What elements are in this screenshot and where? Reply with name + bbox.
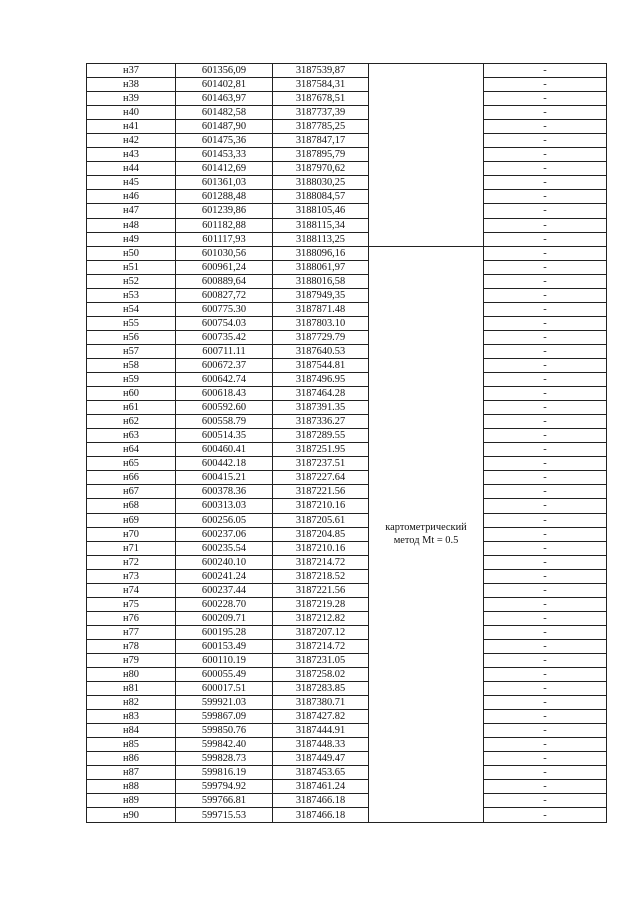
description-cell: - bbox=[484, 190, 607, 204]
description-cell: - bbox=[484, 260, 607, 274]
description-cell: - bbox=[484, 808, 607, 822]
table-row bbox=[87, 302, 607, 316]
x-coordinate-cell: 600735.42 bbox=[176, 330, 273, 344]
description-cell: - bbox=[484, 106, 607, 120]
y-coordinate-cell: 3187949,35 bbox=[273, 288, 369, 302]
y-coordinate-cell: 3187970,62 bbox=[273, 162, 369, 176]
x-coordinate-cell: 601239,86 bbox=[176, 204, 273, 218]
table-row bbox=[87, 120, 607, 134]
table-row bbox=[87, 443, 607, 457]
description-cell: - bbox=[484, 162, 607, 176]
description-cell: - bbox=[484, 358, 607, 372]
x-coordinate-cell: 600415.21 bbox=[176, 471, 273, 485]
y-coordinate-cell: 3187237.51 bbox=[273, 457, 369, 471]
point-name-cell: н86 bbox=[87, 752, 176, 766]
description-cell: - bbox=[484, 541, 607, 555]
y-coordinate-cell: 3187214.72 bbox=[273, 639, 369, 653]
point-name-cell: н44 bbox=[87, 162, 176, 176]
y-coordinate-cell: 3187803.10 bbox=[273, 316, 369, 330]
y-coordinate-cell: 3188096,16 bbox=[273, 246, 369, 260]
table-row bbox=[87, 499, 607, 513]
x-coordinate-cell: 600237.44 bbox=[176, 583, 273, 597]
description-cell: - bbox=[484, 204, 607, 218]
table-row bbox=[87, 330, 607, 344]
point-name-cell: н88 bbox=[87, 780, 176, 794]
description-cell: - bbox=[484, 330, 607, 344]
table-row bbox=[87, 611, 607, 625]
x-coordinate-cell: 601356,09 bbox=[176, 64, 273, 78]
table-row bbox=[87, 106, 607, 120]
y-coordinate-cell: 3187448.33 bbox=[273, 738, 369, 752]
y-coordinate-cell: 3187544.81 bbox=[273, 358, 369, 372]
x-coordinate-cell: 600642.74 bbox=[176, 373, 273, 387]
x-coordinate-cell: 601463,97 bbox=[176, 92, 273, 106]
y-coordinate-cell: 3187205.61 bbox=[273, 513, 369, 527]
point-name-cell: н47 bbox=[87, 204, 176, 218]
description-cell: - bbox=[484, 274, 607, 288]
table-row bbox=[87, 485, 607, 499]
point-name-cell: н50 bbox=[87, 246, 176, 260]
description-cell: - bbox=[484, 401, 607, 415]
x-coordinate-cell: 601361,03 bbox=[176, 176, 273, 190]
y-coordinate-cell: 3187212.82 bbox=[273, 611, 369, 625]
description-cell: - bbox=[484, 766, 607, 780]
point-name-cell: н61 bbox=[87, 401, 176, 415]
table-row bbox=[87, 78, 607, 92]
point-name-cell: н42 bbox=[87, 134, 176, 148]
x-coordinate-cell: 600827,72 bbox=[176, 288, 273, 302]
table-row bbox=[87, 653, 607, 667]
description-cell: - bbox=[484, 682, 607, 696]
description-cell: - bbox=[484, 415, 607, 429]
point-name-cell: н57 bbox=[87, 344, 176, 358]
description-cell: - bbox=[484, 176, 607, 190]
y-coordinate-cell: 3187895,79 bbox=[273, 148, 369, 162]
point-name-cell: н53 bbox=[87, 288, 176, 302]
y-coordinate-cell: 3187466.18 bbox=[273, 794, 369, 808]
x-coordinate-cell: 599715.53 bbox=[176, 808, 273, 822]
description-cell: - bbox=[484, 246, 607, 260]
x-coordinate-cell: 601402,81 bbox=[176, 78, 273, 92]
point-name-cell: н46 bbox=[87, 190, 176, 204]
table-row bbox=[87, 696, 607, 710]
x-coordinate-cell: 600961,24 bbox=[176, 260, 273, 274]
x-coordinate-cell: 600055.49 bbox=[176, 668, 273, 682]
x-coordinate-cell: 600235.54 bbox=[176, 541, 273, 555]
x-coordinate-cell: 601117,93 bbox=[176, 232, 273, 246]
table-row bbox=[87, 794, 607, 808]
y-coordinate-cell: 3187729.79 bbox=[273, 330, 369, 344]
point-name-cell: н62 bbox=[87, 415, 176, 429]
x-coordinate-cell: 601412,69 bbox=[176, 162, 273, 176]
y-coordinate-cell: 3187391.35 bbox=[273, 401, 369, 415]
x-coordinate-cell: 599794.92 bbox=[176, 780, 273, 794]
point-name-cell: н58 bbox=[87, 358, 176, 372]
y-coordinate-cell: 3187785,25 bbox=[273, 120, 369, 134]
table-row bbox=[87, 555, 607, 569]
y-coordinate-cell: 3187444.91 bbox=[273, 724, 369, 738]
point-name-cell: н85 bbox=[87, 738, 176, 752]
description-cell: - bbox=[484, 316, 607, 330]
description-cell: - bbox=[484, 134, 607, 148]
point-name-cell: н82 bbox=[87, 696, 176, 710]
description-cell: - bbox=[484, 148, 607, 162]
x-coordinate-cell: 599850.76 bbox=[176, 724, 273, 738]
table-row bbox=[87, 471, 607, 485]
point-name-cell: н54 bbox=[87, 302, 176, 316]
point-name-cell: н67 bbox=[87, 485, 176, 499]
y-coordinate-cell: 3187847,17 bbox=[273, 134, 369, 148]
description-cell: - bbox=[484, 555, 607, 569]
y-coordinate-cell: 3187584,31 bbox=[273, 78, 369, 92]
y-coordinate-cell: 3187251.95 bbox=[273, 443, 369, 457]
x-coordinate-cell: 599766.81 bbox=[176, 794, 273, 808]
table-row bbox=[87, 246, 607, 260]
point-name-cell: н77 bbox=[87, 625, 176, 639]
point-name-cell: н48 bbox=[87, 218, 176, 232]
point-name-cell: н87 bbox=[87, 766, 176, 780]
x-coordinate-cell: 601288,48 bbox=[176, 190, 273, 204]
y-coordinate-cell: 3187289.55 bbox=[273, 429, 369, 443]
table-row bbox=[87, 738, 607, 752]
table-row bbox=[87, 401, 607, 415]
y-coordinate-cell: 3187210.16 bbox=[273, 541, 369, 555]
x-coordinate-cell: 599867.09 bbox=[176, 710, 273, 724]
table-row bbox=[87, 541, 607, 555]
x-coordinate-cell: 600754.03 bbox=[176, 316, 273, 330]
y-coordinate-cell: 3187207.12 bbox=[273, 625, 369, 639]
y-coordinate-cell: 3187218.52 bbox=[273, 569, 369, 583]
description-cell: - bbox=[484, 429, 607, 443]
description-cell: - bbox=[484, 696, 607, 710]
point-name-cell: н79 bbox=[87, 653, 176, 667]
x-coordinate-cell: 601482,58 bbox=[176, 106, 273, 120]
x-coordinate-cell: 600775.30 bbox=[176, 302, 273, 316]
table-row bbox=[87, 344, 607, 358]
table-row bbox=[87, 64, 607, 78]
y-coordinate-cell: 3187227.64 bbox=[273, 471, 369, 485]
point-name-cell: н81 bbox=[87, 682, 176, 696]
description-cell: - bbox=[484, 120, 607, 134]
y-coordinate-cell: 3187258.02 bbox=[273, 668, 369, 682]
x-coordinate-cell: 600240.10 bbox=[176, 555, 273, 569]
method-cell bbox=[369, 246, 484, 822]
point-name-cell: н49 bbox=[87, 232, 176, 246]
y-coordinate-cell: 3187336.27 bbox=[273, 415, 369, 429]
y-coordinate-cell: 3187219.28 bbox=[273, 597, 369, 611]
point-name-cell: н43 bbox=[87, 148, 176, 162]
description-cell: - bbox=[484, 794, 607, 808]
point-name-cell: н89 bbox=[87, 794, 176, 808]
table-row bbox=[87, 682, 607, 696]
point-name-cell: н84 bbox=[87, 724, 176, 738]
point-name-cell: н56 bbox=[87, 330, 176, 344]
description-cell: - bbox=[484, 527, 607, 541]
y-coordinate-cell: 3187496.95 bbox=[273, 373, 369, 387]
y-coordinate-cell: 3187871.48 bbox=[273, 302, 369, 316]
description-cell: - bbox=[484, 653, 607, 667]
description-cell: - bbox=[484, 639, 607, 653]
x-coordinate-cell: 601453,33 bbox=[176, 148, 273, 162]
description-cell: - bbox=[484, 387, 607, 401]
description-cell: - bbox=[484, 218, 607, 232]
point-name-cell: н90 bbox=[87, 808, 176, 822]
x-coordinate-cell: 599828.73 bbox=[176, 752, 273, 766]
point-name-cell: н70 bbox=[87, 527, 176, 541]
table-row bbox=[87, 415, 607, 429]
point-name-cell: н51 bbox=[87, 260, 176, 274]
y-coordinate-cell: 3187204.85 bbox=[273, 527, 369, 541]
point-name-cell: н73 bbox=[87, 569, 176, 583]
y-coordinate-cell: 3187221.56 bbox=[273, 583, 369, 597]
table-row bbox=[87, 724, 607, 738]
description-cell: - bbox=[484, 611, 607, 625]
point-name-cell: н76 bbox=[87, 611, 176, 625]
table-row bbox=[87, 668, 607, 682]
point-name-cell: н37 bbox=[87, 64, 176, 78]
description-cell: - bbox=[484, 344, 607, 358]
x-coordinate-cell: 600228.70 bbox=[176, 597, 273, 611]
x-coordinate-cell: 600378.36 bbox=[176, 485, 273, 499]
table-row bbox=[87, 176, 607, 190]
description-cell: - bbox=[484, 78, 607, 92]
point-name-cell: н80 bbox=[87, 668, 176, 682]
x-coordinate-cell: 600460.41 bbox=[176, 443, 273, 457]
y-coordinate-cell: 3187380.71 bbox=[273, 696, 369, 710]
x-coordinate-cell: 600558.79 bbox=[176, 415, 273, 429]
description-cell: - bbox=[484, 752, 607, 766]
table-row bbox=[87, 527, 607, 541]
table-row bbox=[87, 597, 607, 611]
point-name-cell: н68 bbox=[87, 499, 176, 513]
table-row bbox=[87, 274, 607, 288]
y-coordinate-cell: 3188061,97 bbox=[273, 260, 369, 274]
y-coordinate-cell: 3188084,57 bbox=[273, 190, 369, 204]
table-row bbox=[87, 358, 607, 372]
y-coordinate-cell: 3187283.85 bbox=[273, 682, 369, 696]
table-row bbox=[87, 134, 607, 148]
description-cell: - bbox=[484, 724, 607, 738]
point-name-cell: н78 bbox=[87, 639, 176, 653]
y-coordinate-cell: 3188016,58 bbox=[273, 274, 369, 288]
description-cell: - bbox=[484, 457, 607, 471]
table-row bbox=[87, 808, 607, 822]
x-coordinate-cell: 600711.11 bbox=[176, 344, 273, 358]
table-row bbox=[87, 204, 607, 218]
description-cell: - bbox=[484, 625, 607, 639]
description-cell: - bbox=[484, 583, 607, 597]
x-coordinate-cell: 601182,88 bbox=[176, 218, 273, 232]
description-cell: - bbox=[484, 471, 607, 485]
description-cell: - bbox=[484, 668, 607, 682]
description-cell: - bbox=[484, 64, 607, 78]
point-name-cell: н71 bbox=[87, 541, 176, 555]
coordinates-table bbox=[86, 63, 607, 823]
point-name-cell: н38 bbox=[87, 78, 176, 92]
x-coordinate-cell: 600241.24 bbox=[176, 569, 273, 583]
point-name-cell: н63 bbox=[87, 429, 176, 443]
y-coordinate-cell: 3187214.72 bbox=[273, 555, 369, 569]
point-name-cell: н41 bbox=[87, 120, 176, 134]
table-row bbox=[87, 190, 607, 204]
table-row bbox=[87, 260, 607, 274]
table-row bbox=[87, 148, 607, 162]
table-row bbox=[87, 232, 607, 246]
table-row bbox=[87, 710, 607, 724]
y-coordinate-cell: 3187231.05 bbox=[273, 653, 369, 667]
coordinates-table-body bbox=[87, 64, 607, 823]
method-cell-empty bbox=[369, 64, 484, 247]
table-row bbox=[87, 218, 607, 232]
x-coordinate-cell: 600889,64 bbox=[176, 274, 273, 288]
y-coordinate-cell: 3187461.24 bbox=[273, 780, 369, 794]
point-name-cell: н72 bbox=[87, 555, 176, 569]
description-cell: - bbox=[484, 710, 607, 724]
y-coordinate-cell: 3188105,46 bbox=[273, 204, 369, 218]
description-cell: - bbox=[484, 232, 607, 246]
y-coordinate-cell: 3188115,34 bbox=[273, 218, 369, 232]
description-cell: - bbox=[484, 738, 607, 752]
table-row bbox=[87, 780, 607, 794]
table-row bbox=[87, 373, 607, 387]
y-coordinate-cell: 3187221.56 bbox=[273, 485, 369, 499]
method-line-2: метод Mt = 0.5 bbox=[393, 535, 459, 547]
description-cell: - bbox=[484, 92, 607, 106]
point-name-cell: н69 bbox=[87, 513, 176, 527]
y-coordinate-cell: 3187640.53 bbox=[273, 344, 369, 358]
y-coordinate-cell: 3187737,39 bbox=[273, 106, 369, 120]
point-name-cell: н83 bbox=[87, 710, 176, 724]
x-coordinate-cell: 599816.19 bbox=[176, 766, 273, 780]
point-name-cell: н39 bbox=[87, 92, 176, 106]
table-row bbox=[87, 513, 607, 527]
y-coordinate-cell: 3187464.28 bbox=[273, 387, 369, 401]
table-row bbox=[87, 752, 607, 766]
table-row bbox=[87, 162, 607, 176]
y-coordinate-cell: 3187466.18 bbox=[273, 808, 369, 822]
x-coordinate-cell: 600110.19 bbox=[176, 653, 273, 667]
x-coordinate-cell: 600442.18 bbox=[176, 457, 273, 471]
description-cell: - bbox=[484, 443, 607, 457]
description-cell: - bbox=[484, 373, 607, 387]
table-row bbox=[87, 457, 607, 471]
x-coordinate-cell: 600256.05 bbox=[176, 513, 273, 527]
x-coordinate-cell: 600195.28 bbox=[176, 625, 273, 639]
description-cell: - bbox=[484, 302, 607, 316]
y-coordinate-cell: 3188030,25 bbox=[273, 176, 369, 190]
point-name-cell: н52 bbox=[87, 274, 176, 288]
description-cell: - bbox=[484, 513, 607, 527]
point-name-cell: н60 bbox=[87, 387, 176, 401]
table-row bbox=[87, 583, 607, 597]
point-name-cell: н55 bbox=[87, 316, 176, 330]
table-row bbox=[87, 625, 607, 639]
x-coordinate-cell: 600592.60 bbox=[176, 401, 273, 415]
y-coordinate-cell: 3187427.82 bbox=[273, 710, 369, 724]
description-cell: - bbox=[484, 499, 607, 513]
y-coordinate-cell: 3188113,25 bbox=[273, 232, 369, 246]
table-row bbox=[87, 766, 607, 780]
x-coordinate-cell: 600618.43 bbox=[176, 387, 273, 401]
x-coordinate-cell: 601030,56 bbox=[176, 246, 273, 260]
x-coordinate-cell: 600313.03 bbox=[176, 499, 273, 513]
y-coordinate-cell: 3187678,51 bbox=[273, 92, 369, 106]
description-cell: - bbox=[484, 569, 607, 583]
point-name-cell: н66 bbox=[87, 471, 176, 485]
y-coordinate-cell: 3187539,87 bbox=[273, 64, 369, 78]
y-coordinate-cell: 3187449.47 bbox=[273, 752, 369, 766]
x-coordinate-cell: 601487,90 bbox=[176, 120, 273, 134]
description-cell: - bbox=[484, 597, 607, 611]
y-coordinate-cell: 3187453.65 bbox=[273, 766, 369, 780]
x-coordinate-cell: 600237.06 bbox=[176, 527, 273, 541]
x-coordinate-cell: 600672.37 bbox=[176, 358, 273, 372]
point-name-cell: н74 bbox=[87, 583, 176, 597]
point-name-cell: н40 bbox=[87, 106, 176, 120]
description-cell: - bbox=[484, 780, 607, 794]
point-name-cell: н65 bbox=[87, 457, 176, 471]
point-name-cell: н45 bbox=[87, 176, 176, 190]
x-coordinate-cell: 599842.40 bbox=[176, 738, 273, 752]
description-cell: - bbox=[484, 288, 607, 302]
table-row bbox=[87, 569, 607, 583]
table-row bbox=[87, 387, 607, 401]
method-line-1: картометрический bbox=[385, 522, 467, 534]
x-coordinate-cell: 599921.03 bbox=[176, 696, 273, 710]
table-row bbox=[87, 92, 607, 106]
description-cell: - bbox=[484, 485, 607, 499]
x-coordinate-cell: 600017.51 bbox=[176, 682, 273, 696]
table-row bbox=[87, 429, 607, 443]
point-name-cell: н64 bbox=[87, 443, 176, 457]
x-coordinate-cell: 600514.35 bbox=[176, 429, 273, 443]
x-coordinate-cell: 600209.71 bbox=[176, 611, 273, 625]
point-name-cell: н59 bbox=[87, 373, 176, 387]
point-name-cell: н75 bbox=[87, 597, 176, 611]
table-row bbox=[87, 288, 607, 302]
x-coordinate-cell: 600153.49 bbox=[176, 639, 273, 653]
x-coordinate-cell: 601475,36 bbox=[176, 134, 273, 148]
y-coordinate-cell: 3187210.16 bbox=[273, 499, 369, 513]
table-row bbox=[87, 639, 607, 653]
table-row bbox=[87, 316, 607, 330]
